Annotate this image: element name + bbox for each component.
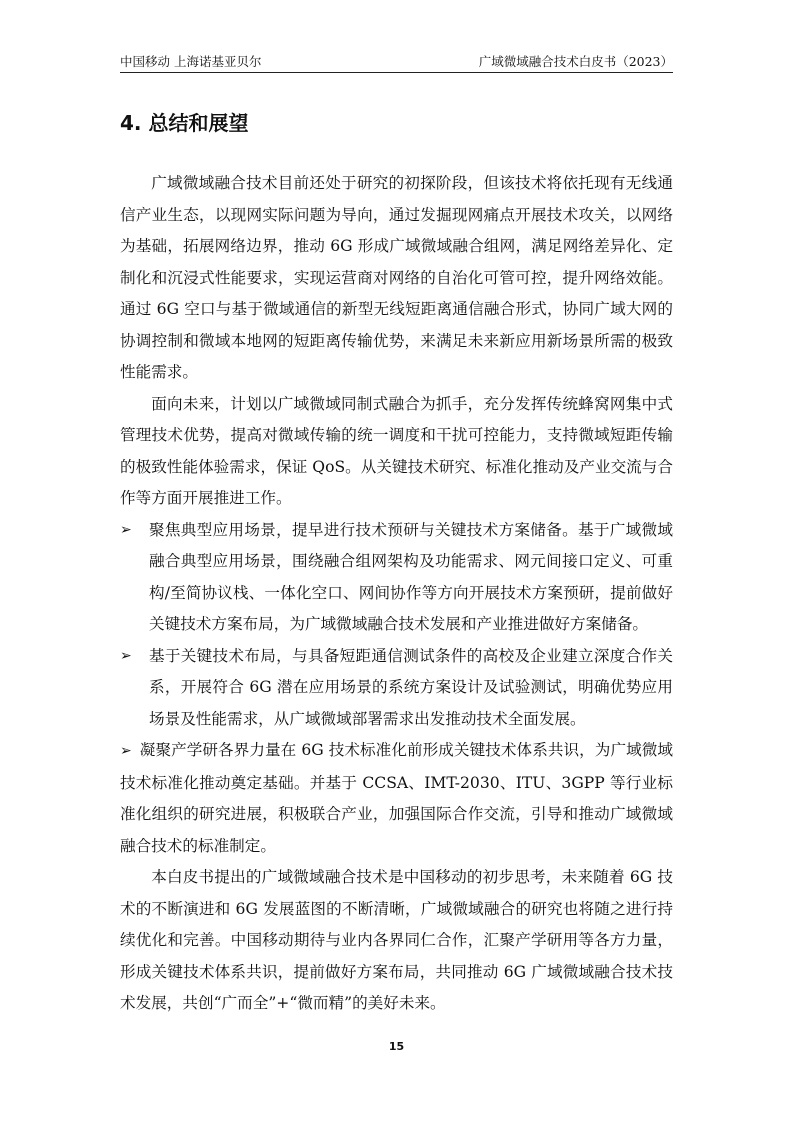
paragraph-future-plan: 面向未来，计划以广域微域同制式融合为抓手，充分发挥传统蜂窝网集中式管理技术优势，提高对微域传输的统一调度和干扰可控能力，支持微域短距传输的极致性能体验需求，保证 QoS。从关键技术研究、标准化推动及产业交流与合作等方面开展推进工作。	[120, 394, 673, 507]
section-title: 4. 总结和展望	[120, 111, 249, 135]
bullet-item-cooperation	[120, 641, 673, 736]
page-number: 15	[388, 1040, 405, 1053]
bullet-item-standardization	[120, 735, 673, 862]
body-text	[120, 168, 673, 1020]
header-document-title: 广域微域融合技术白皮书（2023）	[478, 54, 673, 69]
arrow-bullet-icon: ➢	[120, 647, 132, 664]
paragraph-conclusion: 本白皮书提出的广域微域融合技术是中国移动的初步思考，未来随着 6G 技术的不断演进和 6G 发展蓝图的不断清晰，广域微域融合的研究也将随之进行持续优化和完善。中国移动期待与业内各界同仁合作，汇聚产学研用等各方力量，形成关键技术体系共识，提前做好方案布局，共同推动 6G 广域微域融合技术技术发展，共创“广而全”+“微而精”的美好未来。	[120, 868, 673, 1012]
header-organizations: 中国移动 上海诺基亚贝尔	[120, 54, 262, 69]
bullet-text: 基于关键技术布局，与具备短距通信测试条件的高校及企业建立深度合作关系，开展符合 6G 潜在应用场景的系统方案设计及试验测试，明确优势应用场景及性能需求，从广域微域部署需求出发推动技术全面发展。	[149, 646, 673, 728]
bullet-text: 聚焦典型应用场景，提早进行技术预研与关键技术方案储备。基于广域微域融合典型应用场景，围绕融合组网架构及功能需求、网元间接口定义、可重构/至简协议栈、一体化空口、网间协作等方向开展技术方案预研，提前做好关键技术方案布局，为广域微域融合技术发展和产业推进做好方案储备。	[149, 520, 673, 633]
bullet-item-application-scenarios	[120, 515, 673, 641]
paragraph-intro: 广域微域融合技术目前还处于研究的初探阶段，但该技术将依托现有无线通信产业生态，以现网实际问题为导向，通过发掘现网痛点开展技术攻关，以网络为基础，拓展网络边界，推动 6G 形成广域微域融合组网，满足网络差异化、定制化和沉浸式性能要求，实现运营商对网络的自治化可管可控，提升网络效能。通过 6G 空口与基于微域通信的新型无线短距离通信融合形式，协同广域大网的协调控制和微域本地网的短距离传输优势，来满足未来新应用新场景所需的极致性能需求。	[120, 174, 673, 381]
arrow-bullet-icon: ➢	[120, 521, 132, 538]
page-header	[120, 52, 673, 73]
bullet-text: 凝聚产学研各界力量在 6G 技术标准化前形成关键技术体系共识，为广域微域技术标准化推动奠定基础。并基于 CCSA、IMT-2030、ITU、3GPP 等行业标准化组织的研究进展，积极联合产业，加强国际合作交流，引导和推动广域微域融合技术的标准制定。	[120, 741, 673, 855]
arrow-bullet-icon: ➢	[120, 743, 132, 759]
